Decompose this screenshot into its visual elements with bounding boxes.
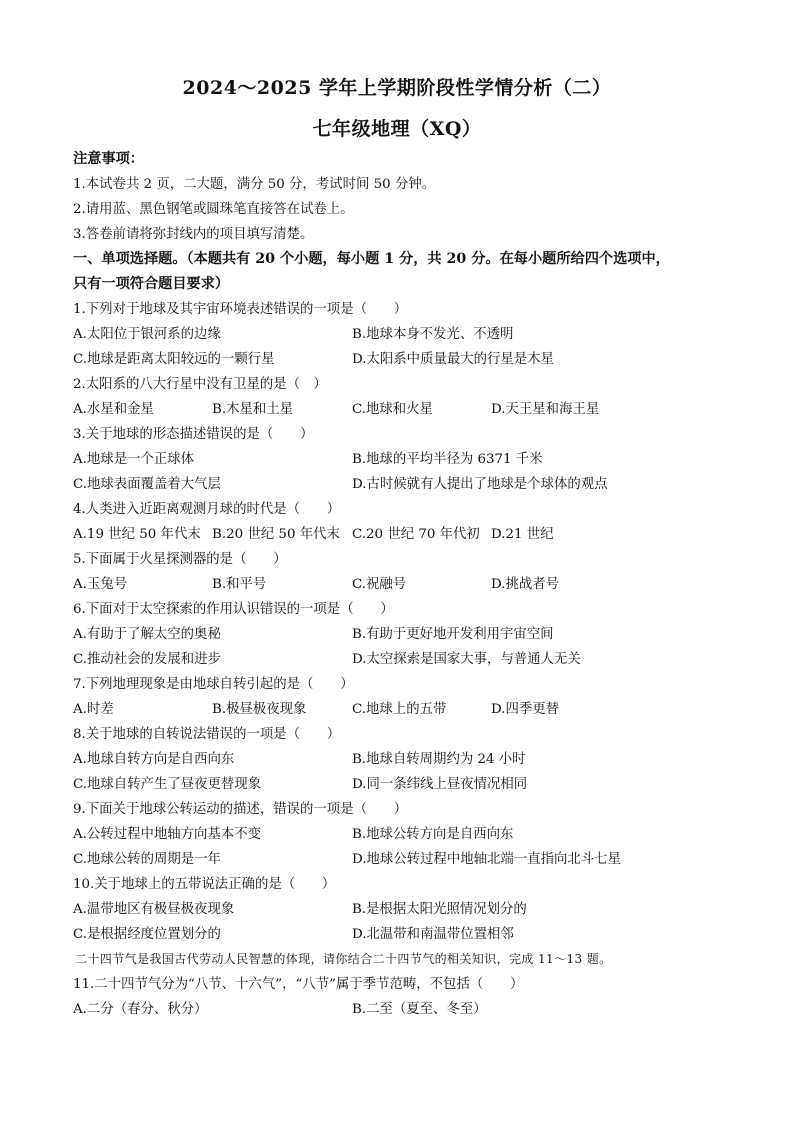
option-row <box>73 697 763 722</box>
option: D.挑战者号 <box>491 577 560 592</box>
option: D.太空探索是国家大事，与普通人无关 <box>352 652 581 667</box>
option: C.地球和火星 <box>352 402 433 417</box>
option: C.祝融号 <box>352 577 407 592</box>
notice-item: 3.答卷前请将弥封线内的项目填写清楚。 <box>73 227 314 242</box>
option-row <box>73 897 763 922</box>
question-stem: 9.下面关于地球公转运动的描述，错误的一项是（ ） <box>73 802 408 817</box>
option: D.太阳系中质量最大的行星是木星 <box>352 352 554 367</box>
option: C.20 世纪 70 年代初 <box>352 527 480 542</box>
option: D.四季更替 <box>491 702 560 717</box>
option: C.地球是距离太阳较远的一颗行星 <box>73 352 275 367</box>
option: C.是根据经度位置划分的 <box>73 927 221 942</box>
option: B.二至（夏至、冬至） <box>352 1002 487 1017</box>
question-stem: 10.关于地球上的五带说法正确的是（ ） <box>73 877 336 892</box>
option-row <box>73 322 763 347</box>
option: A.水星和金星 <box>73 402 154 417</box>
option: A.二分（春分、秋分） <box>73 1002 208 1017</box>
option: A.有助于了解太空的奥秘 <box>73 627 221 642</box>
option: D.北温带和南温带位置相邻 <box>352 927 514 942</box>
option-row <box>73 622 763 647</box>
exam-title: 2024～2025 学年上学期阶段性学情分析（二） <box>182 77 612 99</box>
option: A.地球是一个正球体 <box>73 452 195 467</box>
question-stem: 3.关于地球的形态描述错误的是（ ） <box>73 427 314 442</box>
option-row <box>73 647 763 672</box>
option-row <box>73 347 763 372</box>
option: D.地球公转过程中地轴北端一直指向北斗七星 <box>352 852 621 867</box>
option: D.天王星和海王星 <box>491 402 600 417</box>
option: A.地球自转方向是自西向东 <box>73 752 235 767</box>
option-row <box>73 822 763 847</box>
option: B.和平号 <box>212 577 267 592</box>
option: B.20 世纪 50 年代末 <box>212 527 340 542</box>
option: C.地球上的五带 <box>352 702 447 717</box>
option: D.古时候就有人提出了地球是个球体的观点 <box>352 477 608 492</box>
option-row <box>73 772 763 797</box>
option: A.公转过程中地轴方向基本不变 <box>73 827 262 842</box>
question-stem: 7.下列地理现象是由地球自转引起的是（ ） <box>73 677 354 692</box>
notice-item: 2.请用蓝、黑色钢笔或圆珠笔直接答在试卷上。 <box>73 202 354 217</box>
option: A.玉兔号 <box>73 577 128 592</box>
option: D.21 世纪 <box>491 527 554 542</box>
question-stem: 1.下列对于地球及其宇宙环境表述错误的一项是（ ） <box>73 302 408 317</box>
option: A.太阳位于银河系的边缘 <box>73 327 221 342</box>
option: A.温带地区有极昼极夜现象 <box>73 902 235 917</box>
option: C.地球自转产生了昼夜更替现象 <box>73 777 262 792</box>
option: B.地球的平均半径为 6371 千米 <box>352 452 543 467</box>
option: B.地球自转周期约为 24 小时 <box>352 752 526 767</box>
option-row <box>73 997 763 1022</box>
question-stem: 6.下面对于太空探索的作用认识错误的一项是（ ） <box>73 602 394 617</box>
option: B.地球公转方向是自西向东 <box>352 827 514 842</box>
passage-text: 二十四节气是我国古代劳动人民智慧的体现，请你结合二十四节气的相关知识，完成 11～13 题。 <box>75 952 612 966</box>
section-heading: 一、单项选择题。（本题共有 20 个小题，每小题 1 分，共 20 分。在每小题所给四个选项中， <box>73 251 670 267</box>
question-stem: 4.人类进入近距离观测月球的时代是（ ） <box>73 502 341 517</box>
option-row <box>73 572 763 597</box>
option-row <box>73 472 763 497</box>
option: A.时差 <box>73 702 114 717</box>
exam-body <box>73 147 763 1022</box>
option-row <box>73 747 763 772</box>
exam-subtitle: 七年级地理（XQ） <box>312 118 482 140</box>
notice-heading: 注意事项： <box>73 151 144 167</box>
option-row <box>73 397 763 422</box>
option: D.同一条纬线上昼夜情况相同 <box>352 777 528 792</box>
option-row <box>73 847 763 872</box>
option: A.19 世纪 50 年代末 <box>73 527 201 542</box>
option: C.地球表面覆盖着大气层 <box>73 477 221 492</box>
option-row <box>73 447 763 472</box>
option: B.木星和土星 <box>212 402 294 417</box>
option: B.极昼极夜现象 <box>212 702 307 717</box>
question-stem: 5.下面属于火星探测器的是（ ） <box>73 552 287 567</box>
section-heading-cont: 只有一项符合题目要求） <box>73 276 230 292</box>
option: C.推动社会的发展和进步 <box>73 652 221 667</box>
option: B.是根据太阳光照情况划分的 <box>352 902 527 917</box>
option-row <box>73 522 763 547</box>
question-stem: 11.二十四节气分为“八节、十六气”，“八节”属于季节范畴，不包括（ ） <box>73 977 524 992</box>
question-stem: 8.关于地球的自转说法错误的一项是（ ） <box>73 727 341 742</box>
notice-item: 1.本试卷共 2 页，二大题，满分 50 分，考试时间 50 分钟。 <box>73 177 436 192</box>
question-stem: 2.太阳系的八大行星中没有卫星的是（ ） <box>73 377 327 392</box>
option-row <box>73 922 763 947</box>
option: B.有助于更好地开发利用宇宙空间 <box>352 627 554 642</box>
option: B.地球本身不发光、不透明 <box>352 327 514 342</box>
option: C.地球公转的周期是一年 <box>73 852 221 867</box>
